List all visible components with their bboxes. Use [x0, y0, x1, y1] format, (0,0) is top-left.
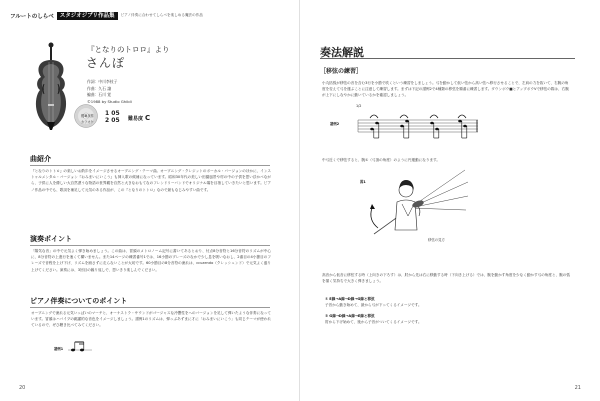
section-body-intro: 『となりのトトロ』の楽しいお散歩をイメージさせるオープニング・テーマ曲。オープニング・クレジットのボーカル・バージョンのほかに、インストゥルメンタル・バージョン『おみまいにいこう』も挿入歌の候補になっています。昭和30年代の美しい田園風景や村の中の子供を思い浮かべながら、子供に人を優しい大自然漂うな物語の世界観を自然と大きなおもてなのフレンドリーバンドでオリジナル場を目指していきたいと思います。ピアノ作品の中でも、歌詞を補足して元気のある作品が、この『となりのトトロ』なので最もなじみやすい曲です。	[31, 169, 271, 192]
track-number-demo: 1 05	[105, 110, 120, 117]
difficulty-rating	[128, 114, 150, 122]
step-1-description: 子首から動き始めて、最から弓が下ってくるイメージです。	[325, 303, 422, 307]
example-2-label: 譜例2	[330, 122, 340, 126]
section-heading-piano: ピアノ伴奏についてのポイント	[30, 296, 128, 305]
difficulty-label: 難易度	[128, 116, 144, 122]
credits-block	[87, 79, 132, 105]
difficulty-value: C	[145, 114, 151, 122]
technique-intro: 小丸括弧が移弦の音を含む3行を小節で吹くという練習をしましょう。弓を動かして低い弦から高い弦へ移行させることで、左肩の力を抜いて、右腕の角度を変えて弓を運ぶことに注意して練習します。まずは下記の譜例2で4種類の移弦を順番に練習します。ダウンボウ■とアップボウVで移弦の際は、右腕が上下にしなやかに動いているかを確認しましょう。	[322, 81, 569, 97]
credit-music: 作曲：久石 譲	[87, 85, 111, 91]
credit-copyright: ©1988 by Studio Ghibli	[87, 98, 132, 104]
example-1-label: 譜例1	[54, 347, 64, 351]
track-numbers	[105, 111, 120, 124]
page-number-right: 21	[574, 385, 581, 391]
series-subtitle: ピアノ伴奏に合わせてしらべを楽しめる魔法の作品	[120, 13, 203, 17]
violin-illustration	[30, 42, 70, 134]
technique-bottom-text: 高音から低音に移弦する時（上向きの下ろす）は、肘から先は右に移動する時（下向き上げる）では、腕を動かす角度を少なく動かす弓の角度と、腕の弧を描く気持ちで大きく弾きましょう。	[322, 273, 570, 283]
track-label-karaoke: カラオケ	[81, 120, 94, 124]
string-crossing-steps	[325, 296, 422, 325]
track-labels	[81, 113, 94, 125]
section-rule	[30, 245, 270, 246]
track-number-karaoke: 2 05	[105, 116, 120, 124]
technique-mid-text: 中弓近くで移弦すると、腕①（弓頂の角度）のように円運動になります。	[322, 158, 440, 162]
step-1-heading: ① E線→A線→D線→G線と移弦	[325, 297, 375, 301]
section-heading-performance: 演奏ポイント	[30, 234, 72, 243]
series-title: フルートのしらべ	[10, 13, 54, 20]
bowing-figure-illustration	[360, 168, 470, 242]
technique-heading: 奏法解説	[320, 46, 364, 59]
step-2-heading: ② G線→D線→A線→E線と移弦	[325, 314, 375, 318]
song-title: さんぽ	[86, 56, 126, 70]
rhythm-notation-icon	[68, 340, 92, 354]
right-page	[300, 0, 600, 401]
track-label-demo: 模範演奏	[81, 114, 94, 118]
heading-rule	[320, 58, 575, 59]
bowing-exercise-notation	[348, 108, 478, 142]
example-2-time: 1/2	[356, 104, 362, 108]
credit-lyrics: 作詞：中川李枝子	[87, 79, 118, 84]
running-header	[10, 11, 203, 20]
section-rule	[30, 307, 270, 308]
technique-subheading: ［移弦の練習］	[320, 68, 363, 75]
figure-1-label: 図1	[360, 180, 366, 184]
section-body-piano: オープニングで流れる元気いっぱいのマーチと、オーケストラ・サウンドがゴージャスな冷響性をへのバージョンを足して弾いたような伴奏になっています。冒頭はハバイプの跳躍的な音色をイメージしましょう。譜例1のリズムは、弾っぷあずまに才に「おみまいにいこう」も同じテーマが使われているので、ぜひ聴き比べてみてください。	[31, 311, 271, 328]
credit-arrangement: 編曲：石川 覚	[87, 92, 111, 98]
series-tag: スタジオジブリ作品集	[57, 12, 118, 20]
section-body-performance: 「陽気な音」の中で元気よく弾き始めましょう。この曲は、冒頭のメトロノーム記号に書いてあるとおり、付点8分音符と16分音符のリズムが中心に、8分音符の上進行を速くて構いません。また14ページの練習番号1では、16小節のプレーズのなかで少し息を吸いなおし、2番目の4小節目のフレーズで音程を上げ下げ、リズムを崩さずに走らないことが大切です。60小節目の8分音符の流れは、ccuzendo（クレッシェンド）で元気よく盛り上げてください。演奏には、3回目の繰り返しで、思いきり楽しんでください。	[31, 249, 271, 272]
section-heading-intro: 曲紹介	[30, 154, 51, 163]
song-source: 『となりのトロロ』より	[87, 45, 170, 54]
section-rule	[30, 165, 270, 166]
page-number-left: 20	[19, 385, 26, 391]
figure-1-caption: 移弦の見方	[428, 238, 445, 242]
step-2-description: 肘から下げ始めて、後から子首がついてくるイメージです。	[325, 320, 422, 324]
